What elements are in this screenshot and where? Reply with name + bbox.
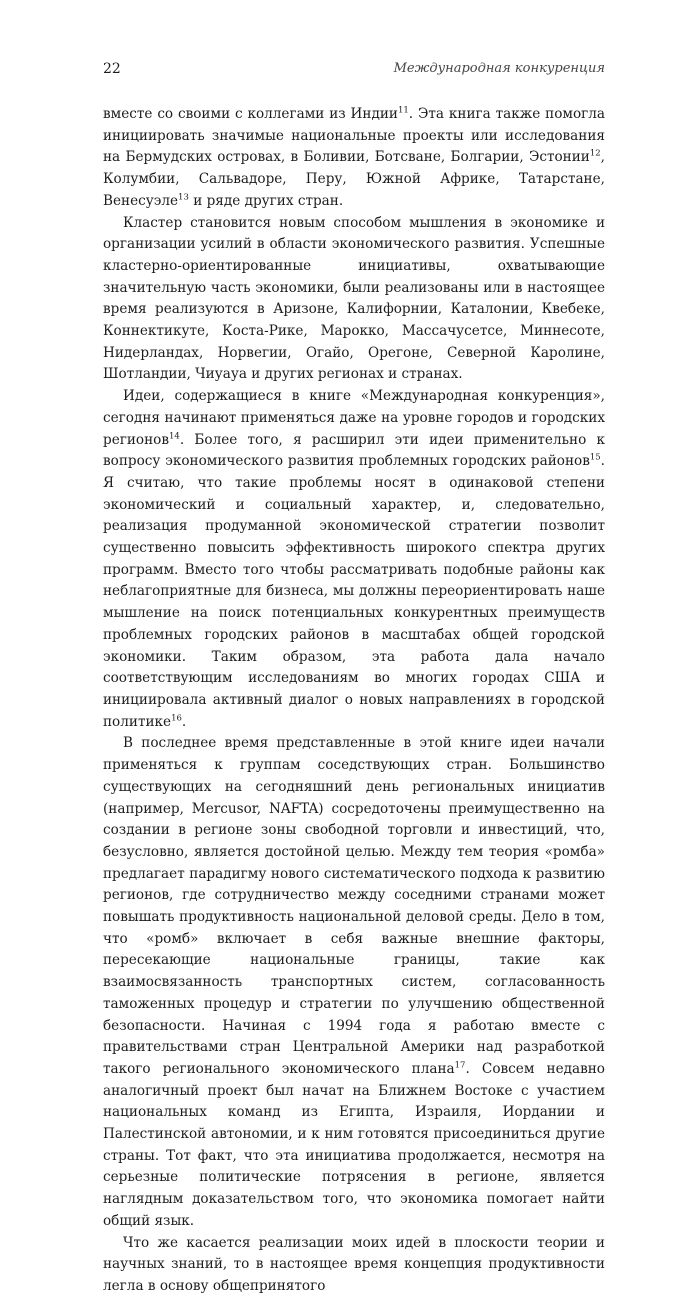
body-text (103, 104, 605, 1298)
text-span: . Я считаю, что такие проблемы носят в одинаковой степени экономический и социальный характер, и, следовательно, реализация продуманной экономической стратегии позволит существенно повысить эффективность широкого спектра других программ. Вместо того чтобы рассматривать подобные районы как неблагоприятные для бизнеса, мы должны переориентировать наше мышление на поиск потенциальных конкурентных преимуществ проблемных городских районов в масштабах общей городской экономики. Таким образом, эта работа дала начало соответствующим исследованиям во многих городах США и инициировала активный диалог о новых направлениях в городской политике (103, 453, 605, 730)
footnote-ref-17: 17 (454, 1060, 466, 1071)
footnote-ref-15: 15 (589, 452, 601, 463)
text-span: Идеи, содержащиеся в книге «Международная конкуренция», сегодня начинают применяться даже на уровне городов и городских регионов (103, 388, 605, 448)
footnote-ref-11: 11 (397, 105, 409, 116)
paragraph-5 (103, 1233, 605, 1298)
text-span: и ряде других стран. (188, 192, 344, 209)
paragraph-4 (103, 733, 605, 1232)
footnote-ref-14: 14 (169, 431, 180, 442)
footnote-ref-12: 12 (589, 148, 601, 159)
text-span: Что же касается реализации моих идей в плоскости теории и научных знаний, то в настоящее время концепция продуктивности легла в основу общепринятого (103, 1234, 605, 1294)
text-span: . (181, 713, 187, 730)
paragraph-1 (103, 104, 605, 213)
text-span: , Колумбии, Сальвадоре, Перу, Южной Африке, Татарстане, Венесуэле (103, 149, 605, 209)
text-span: вместе со своими с коллегами из Индии (103, 106, 398, 122)
text-span: В последнее время представленные в этой книге идеи начали применяться к группам соседствующих стран. Большинство существующих на сегодняшний день региональных инициатив (например, Mercusor, NAFTA) сосредоточены преимущественно на создании в регионе зоны свободной торговли и инвестиций, что, безусловно, является достойной целью. Между тем теория «ромба» предлагает парадигму нового систематического подхода к развитию регионов, где сотрудничество между соседними странами может повышать продуктивность национальной деловой среды. Дело в том, что «ромб» включает в себя важные внешние факторы, пересекающие национальные границы, такие как взаимосвязанность транспортных систем, согласованность таможенных процедур и стратегии по улучшению общественной безопасности. Начиная с 1994 года я работаю вместе с правительствами стран Центральной Америки над разработкой такого регионального экономического плана (103, 735, 605, 1077)
footnote-ref-13: 13 (178, 192, 189, 203)
footnote-ref-16: 16 (171, 713, 182, 724)
text-span: Кластер становится новым способом мышления в экономике и организации усилий в области экономического развития. Успешные кластерно-ориентированные инициативы, охватывающие значительную часть экономики, были реализованы или в настоящее время реализуются в Аризоне, Калифорнии, Каталонии, Квебеке, Коннектикуте, Коста-Рике, Марокко, Массачусетсе, Миннесоте, Нидерландах, Норвегии, Огайо, Орегоне, Северной Каролине, Шотландии, Чиуауа и других регионах и странах. (103, 214, 605, 383)
text-span: . Эта книга также помогла инициировать значимые национальные проекты или исследования на Бермудских островах, в Боливии, Ботсване, Болгарии, Эстонии (103, 106, 606, 166)
running-title: Международная конкуренция (393, 61, 605, 76)
text-span: . Совсем недавно аналогичный проект был начат на Ближнем Востоке с участием национальных команд из Египта, Израиля, Иордании и Палестинской автономии, и к ним готовятся присоединиться другие страны. Тот факт, что эта инициатива продолжается, несмотря на серьезные политические потрясения в регионе, является наглядным доказательством того, что экономика помогает найти общий язык. (103, 1060, 605, 1229)
page-header (103, 61, 605, 81)
paragraph-2 (103, 213, 605, 387)
text-span: . Более того, я расширил эти идеи применительно к вопросу экономического развития проблемных городских районов (103, 431, 605, 470)
page-number: 22 (103, 61, 121, 77)
paragraph-3 (103, 386, 605, 733)
